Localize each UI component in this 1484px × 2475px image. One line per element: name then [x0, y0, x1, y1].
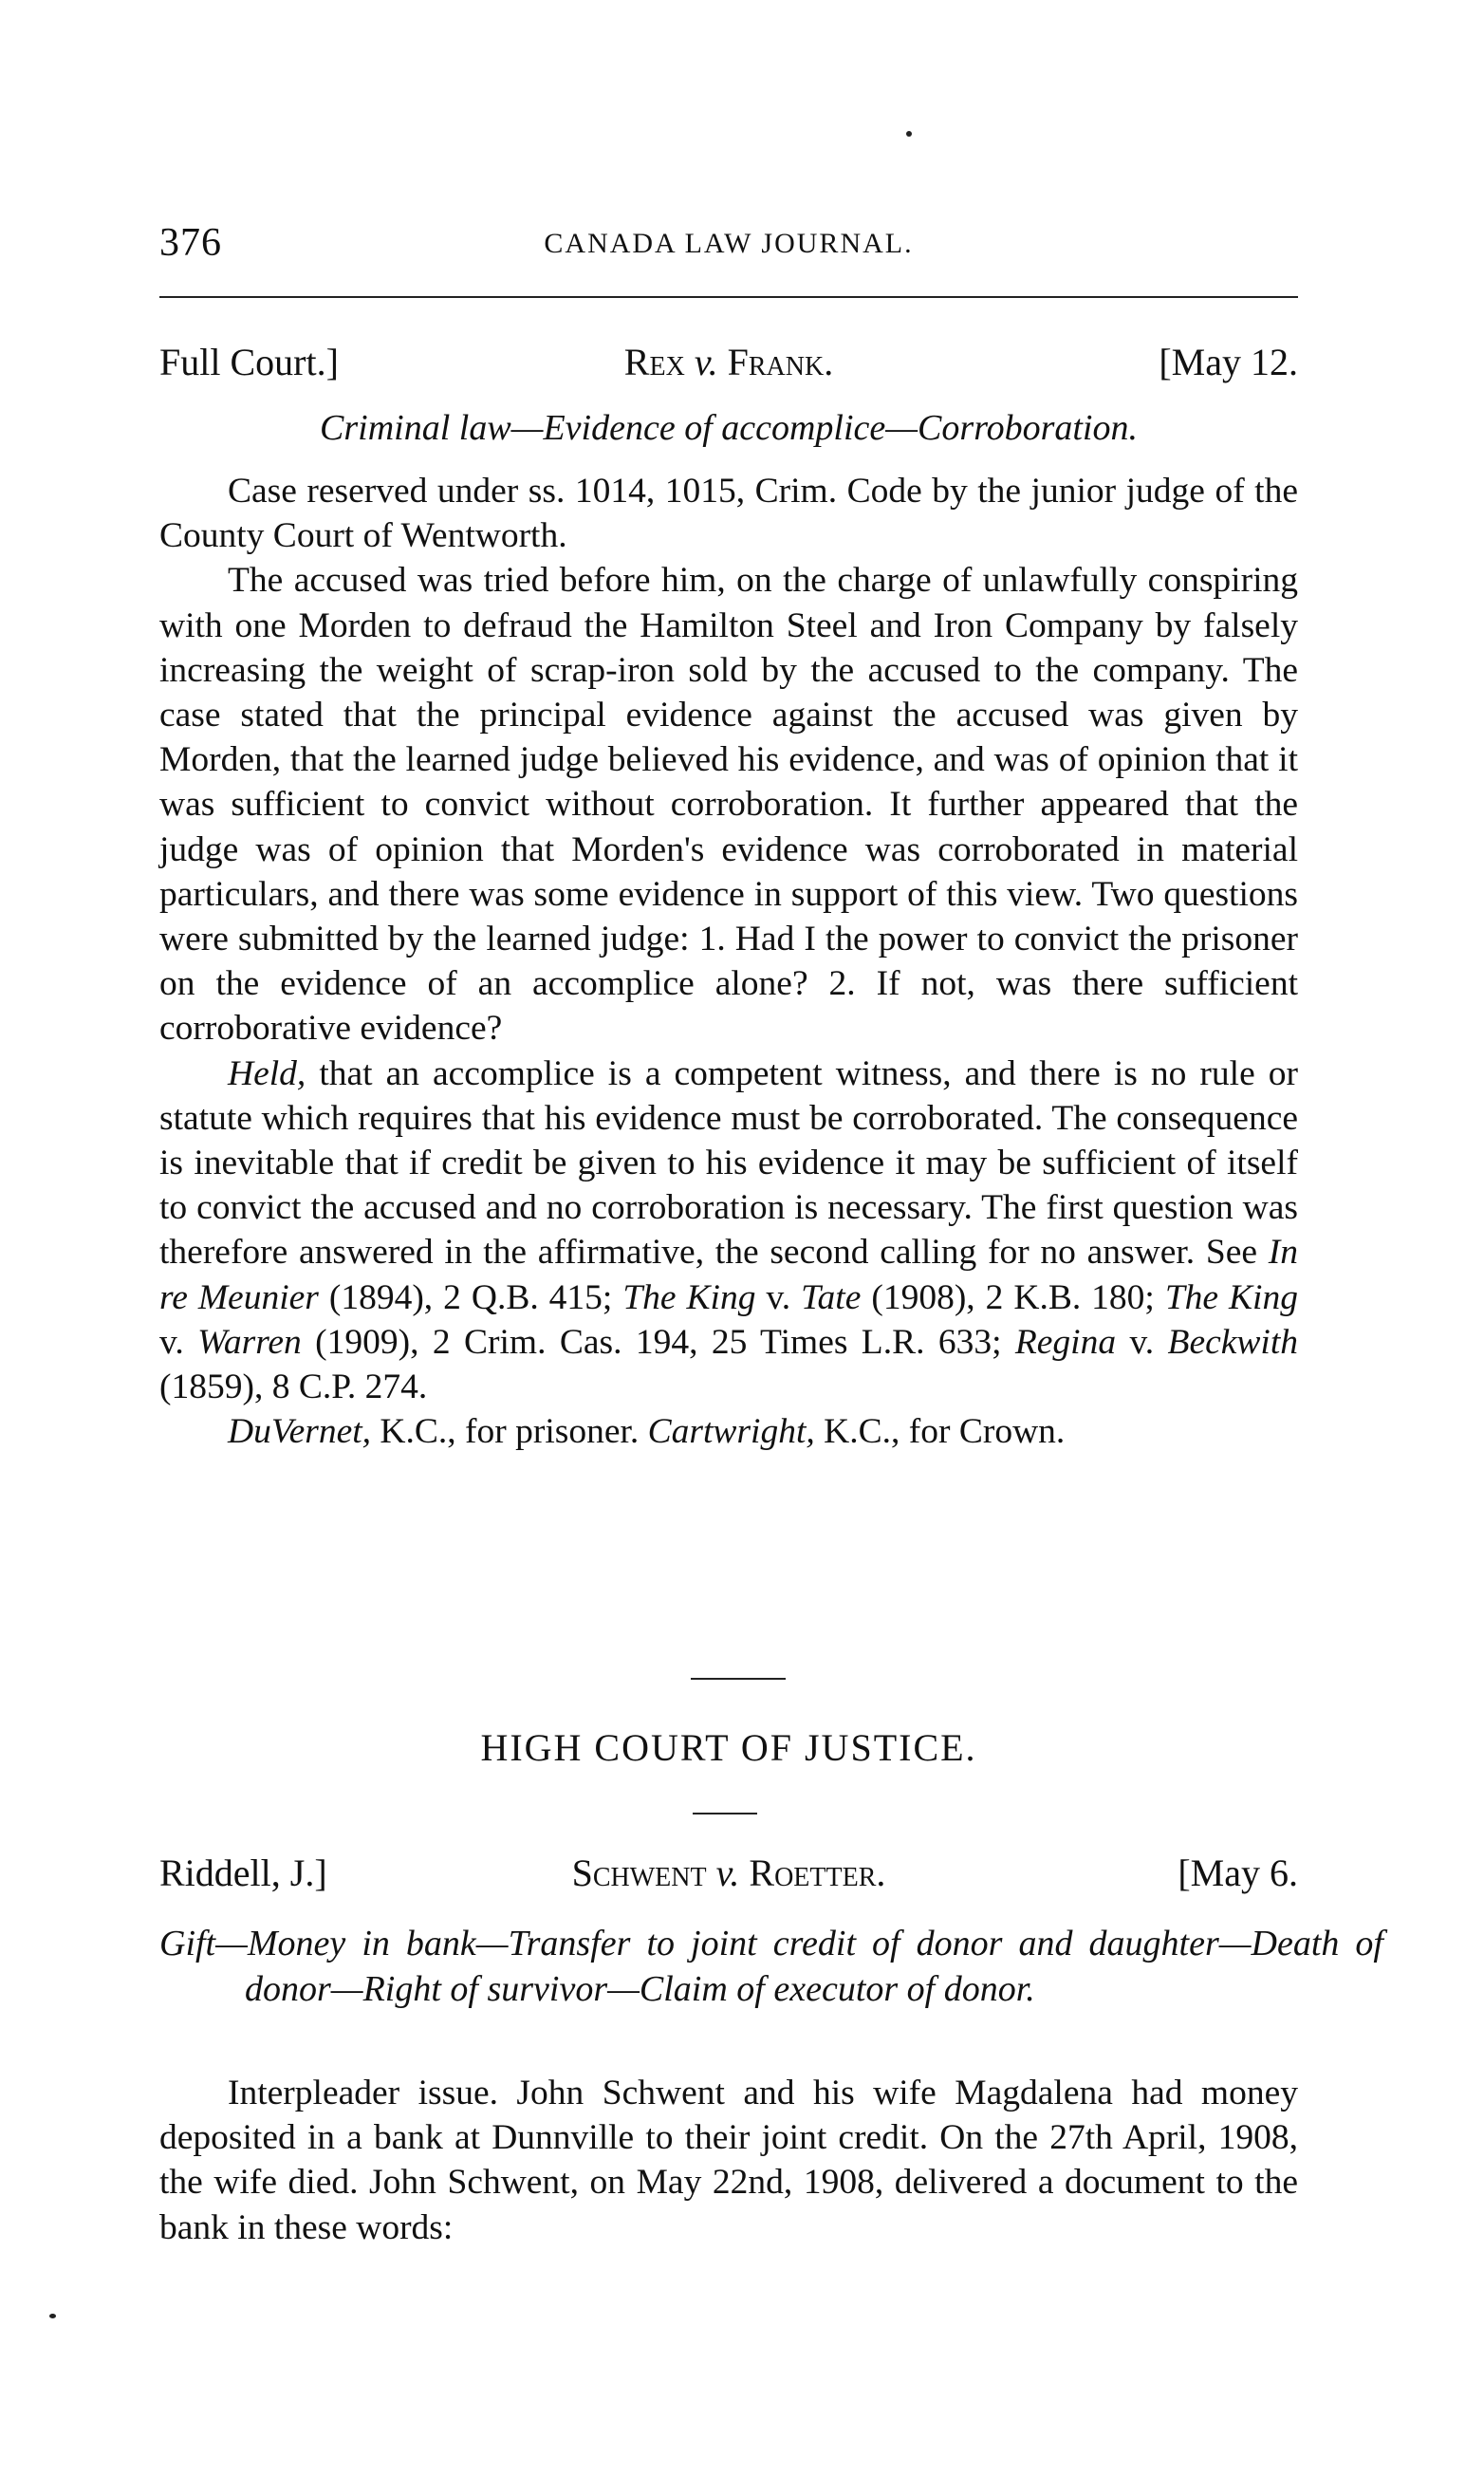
speck-left	[49, 2314, 56, 2318]
citation-tate-party2: Tate	[801, 1277, 862, 1317]
case1-counsel	[159, 1409, 1298, 1454]
case2-court: Riddell, J.]	[159, 1852, 327, 1894]
case2-title	[159, 1851, 1298, 1895]
case1-date: [May 12.	[1159, 341, 1298, 383]
counsel-crown-text: K.C., for Crown.	[814, 1412, 1066, 1452]
page	[159, 0, 1383, 2475]
case1-party2: Frank.	[727, 341, 834, 383]
case1-court: Full Court.]	[159, 341, 339, 383]
case1-held-paragraph	[159, 1051, 1298, 1410]
case2-headnote: Gift—Money in bank—Transfer to joint credit of donor and daughter—Death of donor—Right of survivor—Claim of executor of donor.	[159, 1924, 1383, 2009]
case2-party1: Schwent	[571, 1852, 707, 1894]
case2-date: [May 6.	[1178, 1852, 1298, 1894]
counsel-crown-name: Cartwright,	[647, 1412, 815, 1452]
section-rule-top	[691, 1678, 786, 1680]
held-text-2: (1894), 2 Q.B. 415;	[318, 1277, 623, 1317]
citation-tate-v: v.	[755, 1277, 802, 1317]
page-number: 376	[159, 221, 222, 265]
case1-paragraph-1: Case reserved under ss. 1014, 1015, Crim. Code by the junior judge of the County Court of Wentworth.	[159, 472, 1298, 556]
citation-warren-v: v.	[159, 1322, 198, 1362]
case1-paragraph-2: The accused was tried before him, on the charge of unlawfully conspiring with one Morden to defraud the Hamilton Steel and Iron Company by falsely increasing the weight of scrap-iron sold by the accused to the company. The case stated that the principal evidence against the accused was given by Morden, that the learned judge believed his evidence, and was of opinion that it was sufficient to convict without corroboration. It further appeared that the judge was of opinion that Morden's evidence was corroborated in material particulars, and there was some evidence in support of this view. Two questions were submitted by the learned judge: 1. Had I the power to convict the prisoner on the evidence of an accomplice alone? 2. If not, was there sufficient corroborative evidence?	[159, 561, 1298, 1049]
citation-tate-party1: The King	[622, 1277, 756, 1317]
case2-paragraph-1: Interpleader issue. John Schwent and his wife Magdalena had money deposited in a bank at Dunnville to their joint credit. On the 27th April, 1908, the wife died. John Schwent, on May 22nd, 1908, delivered a document to the bank in these words:	[159, 2074, 1298, 2247]
held-word: Held,	[228, 1053, 306, 1093]
journal-title: CANADA LAW JOURNAL.	[544, 228, 914, 259]
case2-body	[159, 2071, 1298, 2250]
case1-body	[159, 469, 1298, 1454]
citation-warren-party2: Warren	[197, 1322, 302, 1362]
held-text-3: (1908), 2 K.B. 180;	[861, 1277, 1165, 1317]
citation-beckwith-party1: Regina	[1014, 1322, 1117, 1362]
held-text-4: (1909), 2 Crim. Cas. 194, 25 Times L.R. 633;	[301, 1322, 1015, 1362]
held-text-1: that an accomplice is a competent witness, and there is no rule or statute which requires that his evidence must be corroborated. The consequence is inevitable that if credit be given to his evidence it may be sufficient of itself to convict the accused and no corroboration is necessary. The first question was therefore answered in the affirmative, the second calling for no answer. See	[159, 1053, 1298, 1273]
case2-versus: v.	[715, 1852, 740, 1894]
section-heading: HIGH COURT OF JUSTICE.	[480, 1726, 977, 1769]
citation-beckwith-v: v.	[1116, 1322, 1168, 1362]
case2-party2: Roetter.	[749, 1852, 886, 1894]
held-text-5: (1859), 8 C.P. 274.	[159, 1368, 428, 1407]
header-rule	[159, 296, 1298, 298]
case1-headnote: Criminal law—Evidence of accomplice—Corroboration.	[320, 408, 1138, 448]
counsel-prisoner-name: DuVernet,	[228, 1412, 372, 1452]
counsel-prisoner-text: K.C., for prisoner.	[371, 1412, 648, 1452]
section-rule-bottom	[693, 1813, 757, 1814]
case1-title	[159, 340, 1298, 384]
citation-beckwith-party2: Beckwith	[1167, 1322, 1298, 1362]
case1-versus: v.	[694, 341, 718, 383]
citation-meunier: In re Meunier	[159, 1233, 1298, 1317]
citation-warren-party1: The King	[1164, 1277, 1298, 1317]
case1-party1: Rex	[623, 341, 685, 383]
